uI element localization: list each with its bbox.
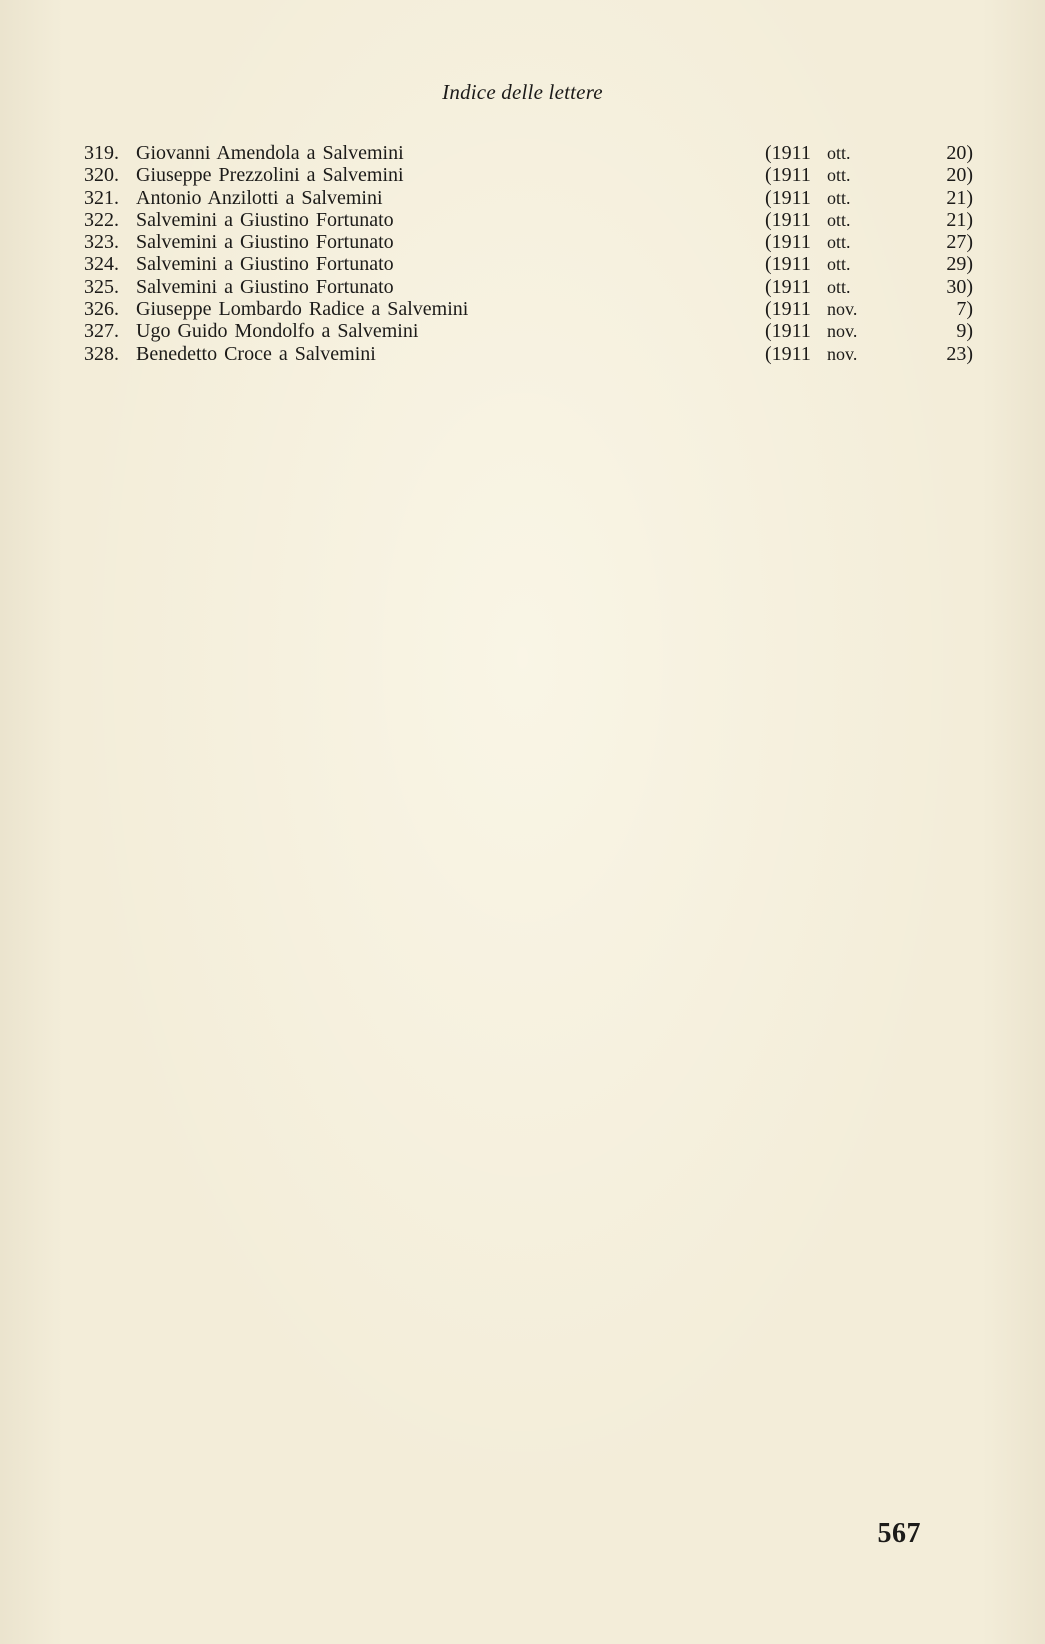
letter-date-year: (1911: [765, 231, 811, 254]
letter-date-year: (1911: [765, 186, 811, 209]
letter-date-year: (1911: [765, 320, 811, 343]
letter-number: 320.: [84, 164, 119, 187]
letter-entry: [84, 186, 973, 209]
letter-date-month: ott.: [827, 187, 851, 208]
letter-date: [765, 298, 973, 321]
letter-date-month: nov.: [827, 343, 858, 364]
letter-date-day: 20): [946, 142, 973, 164]
letter-title: Giuseppe Lombardo Radice a Salvemini: [136, 298, 469, 321]
letter-date-month: ott.: [827, 276, 851, 297]
letter-date: [765, 320, 973, 343]
letter-date-month: ott.: [827, 254, 851, 275]
letter-date-month: nov.: [827, 299, 858, 320]
letter-date-month: ott.: [827, 165, 851, 186]
letter-title: Giovanni Amendola a Salvemini: [136, 142, 404, 164]
letter-date-day: 20): [946, 164, 973, 187]
letter-number: 326.: [84, 298, 119, 321]
letter-title: Salvemini a Giustino Fortunato: [136, 253, 394, 276]
letter-date-day: 21): [946, 186, 973, 209]
letter-number: 323.: [84, 231, 119, 254]
letter-date: [765, 208, 973, 231]
letter-title: Salvemini a Giustino Fortunato: [136, 208, 394, 231]
letter-title: Salvemini a Giustino Fortunato: [136, 231, 394, 254]
page-number: 567: [877, 1518, 921, 1549]
letter-date: [765, 142, 973, 164]
letter-date-month: ott.: [827, 232, 851, 253]
letter-date-year: (1911: [765, 342, 811, 365]
running-head: Indice delle lettere: [442, 80, 603, 104]
letter-date: [765, 231, 973, 254]
letter-title: Antonio Anzilotti a Salvemini: [136, 186, 383, 209]
letter-date: [765, 164, 973, 187]
letter-date-day: 21): [946, 208, 973, 231]
letter-date-year: (1911: [765, 142, 811, 164]
letter-entry: [84, 275, 973, 298]
letter-number: 324.: [84, 253, 119, 276]
letter-entry: [84, 142, 973, 164]
letter-number: 325.: [84, 275, 119, 298]
letter-title: Ugo Guido Mondolfo a Salvemini: [136, 320, 419, 343]
letter-entry: [84, 298, 973, 321]
letter-title: Salvemini a Giustino Fortunato: [136, 275, 394, 298]
letter-date-month: ott.: [827, 209, 851, 230]
letter-entry: [84, 320, 973, 343]
letter-number: 328.: [84, 342, 119, 365]
letter-date-year: (1911: [765, 275, 811, 298]
letter-date: [765, 186, 973, 209]
letter-date-day: 29): [946, 253, 973, 276]
letter-date: [765, 342, 973, 365]
letter-date-day: 27): [946, 231, 973, 254]
letter-date-day: 9): [956, 320, 973, 343]
letter-index-list: [84, 142, 973, 365]
letter-date-year: (1911: [765, 298, 811, 321]
letter-entry: [84, 231, 973, 254]
letter-date-year: (1911: [765, 253, 811, 276]
letter-date: [765, 275, 973, 298]
letter-date-year: (1911: [765, 164, 811, 187]
letter-date-day: 7): [956, 298, 973, 321]
letter-entry: [84, 253, 973, 276]
letter-number: 321.: [84, 186, 119, 209]
letter-title: Benedetto Croce a Salvemini: [136, 342, 376, 365]
letter-number: 319.: [84, 142, 119, 164]
letter-entry: [84, 164, 973, 187]
letter-entry: [84, 208, 973, 231]
letter-number: 327.: [84, 320, 119, 343]
letter-date: [765, 253, 973, 276]
letter-title: Giuseppe Prezzolini a Salvemini: [136, 164, 404, 187]
letter-date-month: ott.: [827, 143, 851, 163]
letter-entry: [84, 342, 973, 365]
letter-date-day: 23): [946, 342, 973, 365]
letter-date-day: 30): [946, 275, 973, 298]
letter-date-month: nov.: [827, 321, 858, 342]
letter-date-year: (1911: [765, 208, 811, 231]
letter-number: 322.: [84, 208, 119, 231]
